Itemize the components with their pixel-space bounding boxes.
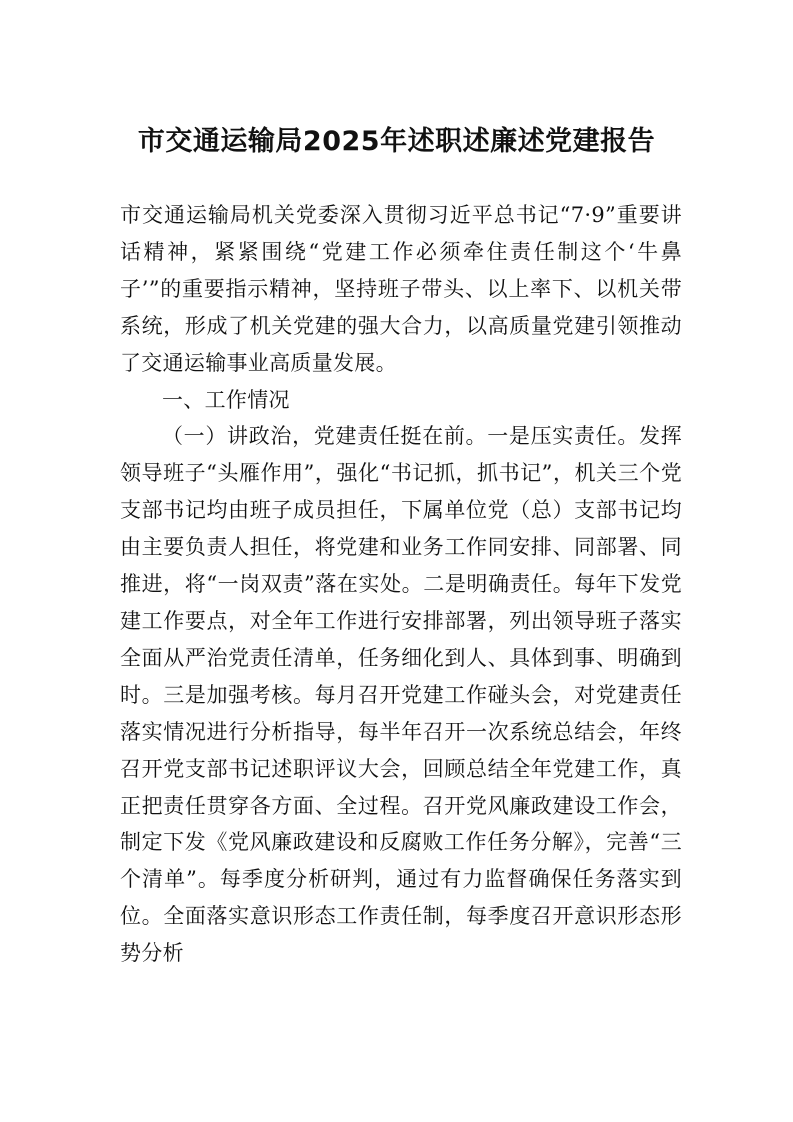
- document-body: [120, 197, 682, 972]
- section-heading-work-status: 一、工作情况: [162, 387, 290, 412]
- intro-paragraph: 市交通运输局机关党委深入贯彻习近平总书记“7·9”重要讲话精神，紧紧围绕“党建工作必须牵住责任制这个‘牛鼻子’”的重要指示精神，坚持班子带头、以上率下、以机关带系统，形成了机关党建的强大合力，以高质量党建引领推动了交通运输事业高质量发展。: [120, 203, 682, 375]
- document-title: 市交通运输局2025年述职述廉述党建报告: [137, 126, 656, 157]
- subsection-paragraph-politics: （一）讲政治，党建责任挺在前。一是压实责任。发挥领导班子“头雁作用”，强化“书记抓，抓书记”，机关三个党支部书记均由班子成员担任，下属单位党（总）支部书记均由主要负责人担任，将党建和业务工作同安排、同部署、同推进，将“一岗双责”落在实处。二是明确责任。每年下发党建工作要点，对全年工作进行安排部署，列出领导班子落实全面从严治党责任清单，任务细化到人、具体到事、明确到时。三是加强考核。每月召开党建工作碰头会，对党建责任落实情况进行分析指导，每半年召开一次系统总结会，年终召开党支部书记述职评议大会，回顾总结全年党建工作，真正把责任贯穿各方面、全过程。召开党风廉政建设工作会，制定下发《党风廉政建设和反腐败工作任务分解》，完善“三个清单”。每季度分析研判，通过有力监督确保任务落实到位。全面落实意识形态工作责任制，每季度召开意识形态形势分析: [120, 424, 682, 966]
